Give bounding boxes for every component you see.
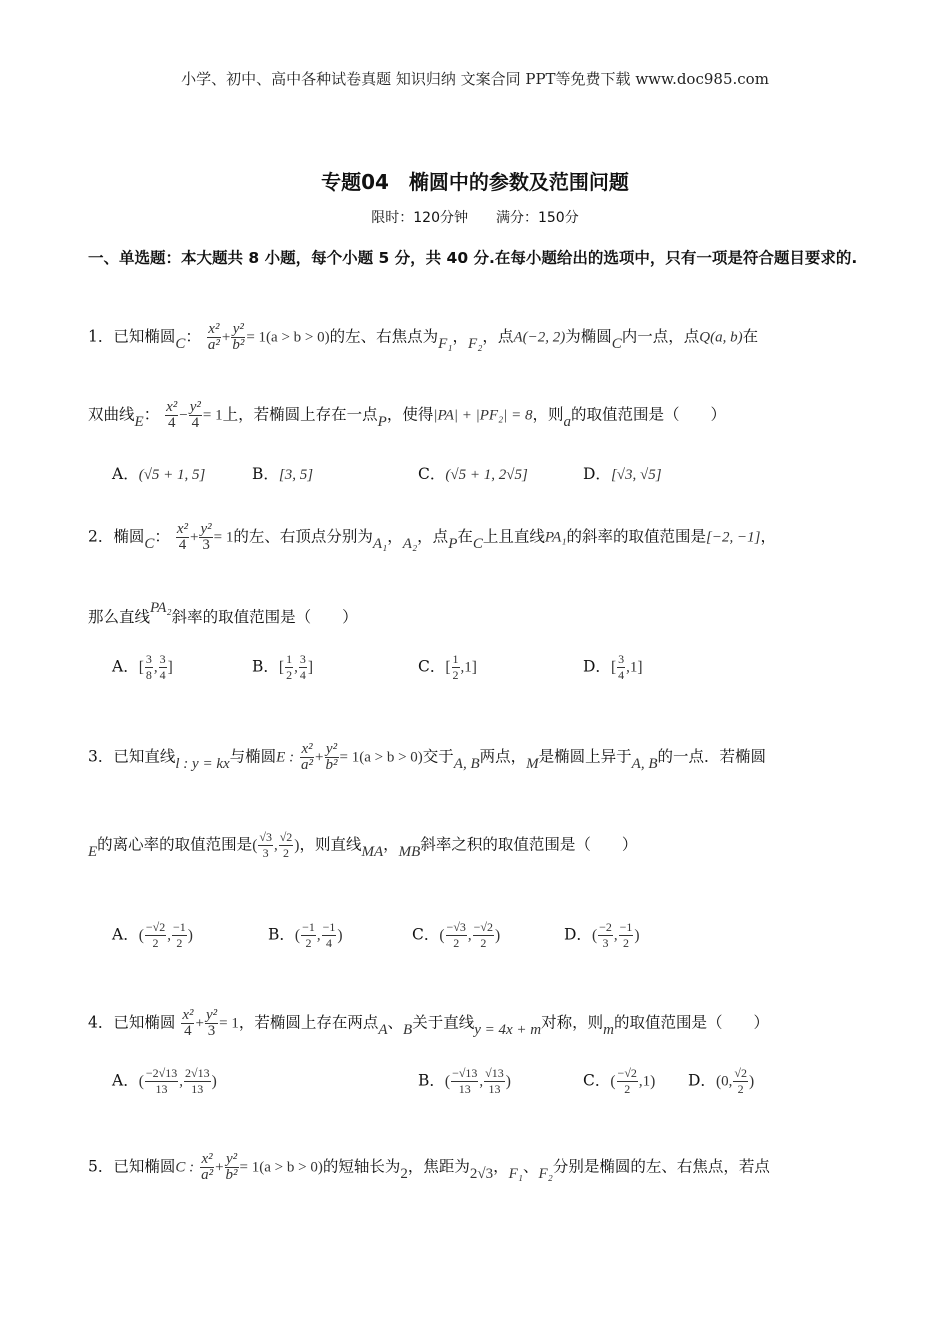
question-3-line-1: 3．已知直线l : y = kx与椭圆E : $\frac{\text{x²}}{\text{a²}}$ + $\frac{\text{y²}}{\text{b²}}$ = 1(a > b > 0)交于A, B两点，M是椭圆上异于A, B的一点．若椭圆: [88, 741, 766, 773]
q1-option-b[interactable]: B．[3, 5]: [252, 465, 314, 483]
question-3-line-2: E的离心率的取值范围是( $\frac{√3}{3}$ , $\frac{√2}{2}$ )，则直线MA，MB斜率之积的取值范围是（ ）: [88, 830, 638, 860]
question-2-line-2: 那么直线PA₂斜率的取值范围是（ ）: [88, 600, 358, 626]
q2-option-b[interactable]: B．[ $\frac{1}{2}$ , $\frac{3}{4}$ ]: [252, 652, 313, 682]
question-2-line-1: 2．椭圆C： $\frac{\text{x²}}{4}$ + $\frac{\text{y²}}{3}$ = 1的左、右顶点分别为A₁，A₂，点P在C上且直线PA₁的斜率的取值范围是[−2, −1]，: [88, 521, 776, 553]
q1-option-d[interactable]: D．[√3, √5]: [583, 465, 662, 483]
page-header: 小学、初中、高中各种试卷真题 知识归纳 文案合同 PPT等免费下载 www.doc985.com: [181, 70, 769, 88]
time-score-info: 限时：120分钟 满分：150分: [371, 210, 579, 226]
q3-option-d[interactable]: D．( $\frac{-2}{3}$ , $\frac{-1}{2}$ ): [564, 920, 640, 950]
q3-option-c[interactable]: C．( $\frac{-√3}{2}$ , $\frac{-√2}{2}$ ): [412, 920, 501, 950]
q4-option-a[interactable]: A．( $\frac{-2√13}{13}$ , $\frac{2√13}{13}$ ): [112, 1066, 217, 1096]
q4-option-b[interactable]: B．( $\frac{-√13}{13}$ , $\frac{√13}{13}$ ): [418, 1066, 511, 1096]
question-5-line-1: 5．已知椭圆C : $\frac{\text{x²}}{\text{a²}}$ + $\frac{\text{y²}}{\text{b²}}$ = 1(a > b > 0)的短轴长为2，焦距为2√3，F₁、F₂分别是椭圆的左、右焦点，若点: [88, 1151, 770, 1183]
q1-option-c[interactable]: C．(√5 + 1, 2√5]: [418, 465, 528, 483]
question-4-line-1: 4．已知椭圆 $\frac{\text{x²}}{4}$ + $\frac{\text{y²}}{3}$ = 1，若椭圆上存在两点A、B关于直线y = 4x + m对称，则m的取值范围是（ ）: [88, 1007, 769, 1039]
q4-option-c[interactable]: C．( $\frac{-√2}{2}$ ,1): [583, 1066, 656, 1096]
q1-option-a[interactable]: A．(√5 + 1, 5]: [112, 465, 206, 483]
question-1-line-1: 1．已知椭圆C： $\frac{\text{x²}}{\text{a²}}$ + $\frac{\text{y²}}{\text{b²}}$ = 1(a > b > 0)的左、右焦点为F₁，F₂，点A(−2, 2)为椭圆C内一点，点Q(a, b)在: [88, 321, 759, 353]
q3-option-a[interactable]: A．( $\frac{-√2}{2}$ , $\frac{-1}{2}$ ): [112, 920, 193, 950]
section-heading: 一、单选题：本大题共 8 小题，每个小题 5 分，共 40 分.在每小题给出的选项中，只有一项是符合题目要求的.: [88, 249, 858, 267]
q2-option-c[interactable]: C．[ $\frac{1}{2}$ ,1]: [418, 652, 477, 682]
q3-option-b[interactable]: B．( $\frac{-1}{2}$ , $\frac{-1}{4}$ ): [268, 920, 343, 950]
q2-option-a[interactable]: A．[ $\frac{3}{8}$ , $\frac{3}{4}$ ]: [112, 652, 173, 682]
question-1-line-2: 双曲线E： $\frac{\text{x²}}{4}$ − $\frac{\text{y²}}{4}$ = 1上，若椭圆上存在一点P，使得|PA| + |PF₂| = 8，则a的取值范围是（ ）: [88, 399, 727, 431]
page-title: 专题04 椭圆中的参数及范围问题: [321, 170, 629, 194]
q2-option-d[interactable]: D．[ $\frac{3}{4}$ ,1]: [583, 652, 643, 682]
q4-option-d[interactable]: D．(0, $\frac{√2}{2}$ ): [688, 1066, 755, 1096]
